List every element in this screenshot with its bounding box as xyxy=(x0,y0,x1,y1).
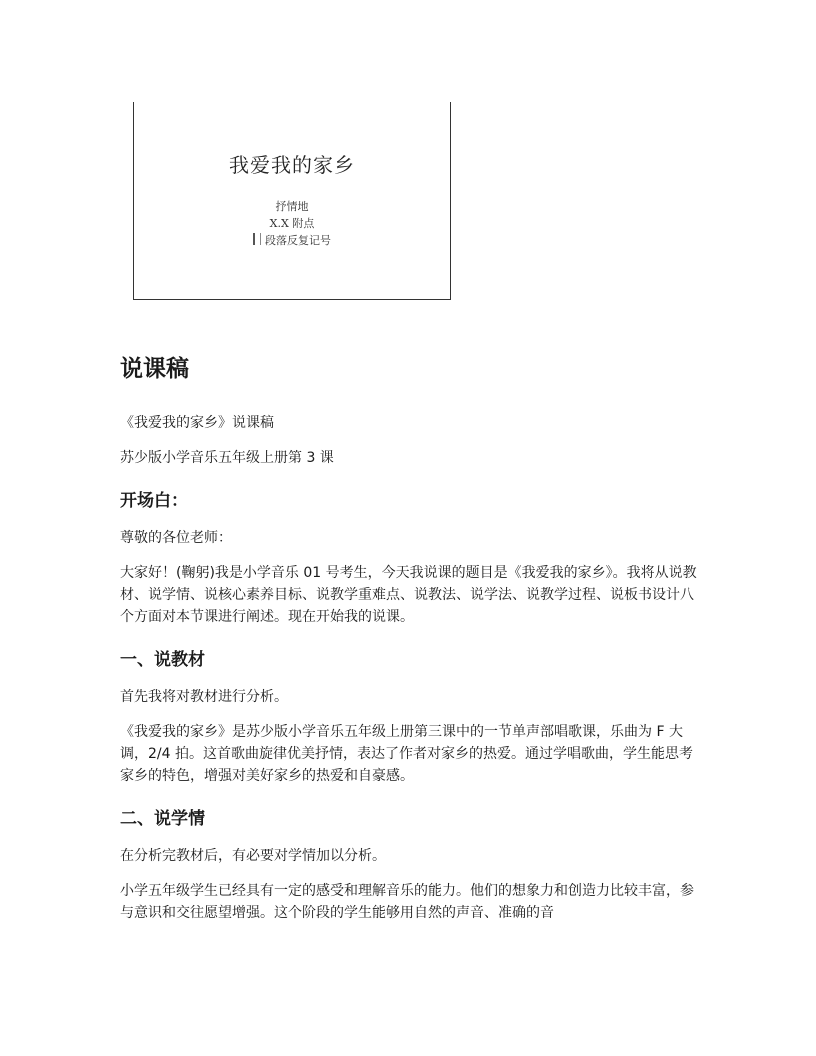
intro-paragraph: 大家好！(鞠躬)我是小学音乐 01 号考生，今天我说课的题目是《我爱我的家乡》。我将从说教材、说学情、说核心素养目标、说教学重难点、说教法、说学法、说教学过程、说板书设计八个方面对本节课进行阐述。现在开始我的说课。 xyxy=(120,565,697,625)
section-heading-students: 二、说学情 xyxy=(120,809,205,829)
materials-paragraph-2: 《我爱我的家乡》是苏少版小学音乐五年级上册第三课中的一节单声部唱歌课，乐曲为 F 大调，2/4 拍。这首歌曲旋律优美抒情，表达了作者对家乡的热爱。通过学唱歌曲，学生能思考家乡的特色，增强对美好家乡的热爱和自豪感。 xyxy=(120,724,693,784)
slide-title: 我爱我的家乡 xyxy=(229,153,355,177)
slide-line-1: 抒情地 xyxy=(275,200,309,213)
students-paragraph-1: 在分析完教材后，有必要对学情加以分析。 xyxy=(120,848,386,864)
slide-line-2: X.X 附点 xyxy=(269,217,315,230)
greeting-paragraph: 尊敬的各位老师： xyxy=(120,530,232,546)
slide-line-3: 段落反复记号 xyxy=(265,234,331,247)
document-body xyxy=(120,352,700,937)
slide-line-3-wrap xyxy=(134,232,450,249)
doc-subtitle: 《我爱我的家乡》说课稿 xyxy=(120,415,274,431)
repeat-sign-icon xyxy=(253,233,261,245)
slide-notes xyxy=(134,198,450,249)
materials-paragraph-1: 首先我将对教材进行分析。 xyxy=(120,689,288,705)
section-heading-materials: 一、说教材 xyxy=(120,650,205,670)
page-title: 说课稿 xyxy=(120,356,189,382)
slide-thumbnail xyxy=(133,102,451,300)
section-heading-opening: 开场白： xyxy=(120,491,188,511)
doc-course-info: 苏少版小学音乐五年级上册第 3 课 xyxy=(120,450,334,466)
students-paragraph-2: 小学五年级学生已经具有一定的感受和理解音乐的能力。他们的想象力和创造力比较丰富，参与意识和交往愿望增强。这个阶段的学生能够用自然的声音、准确的音 xyxy=(120,883,694,921)
